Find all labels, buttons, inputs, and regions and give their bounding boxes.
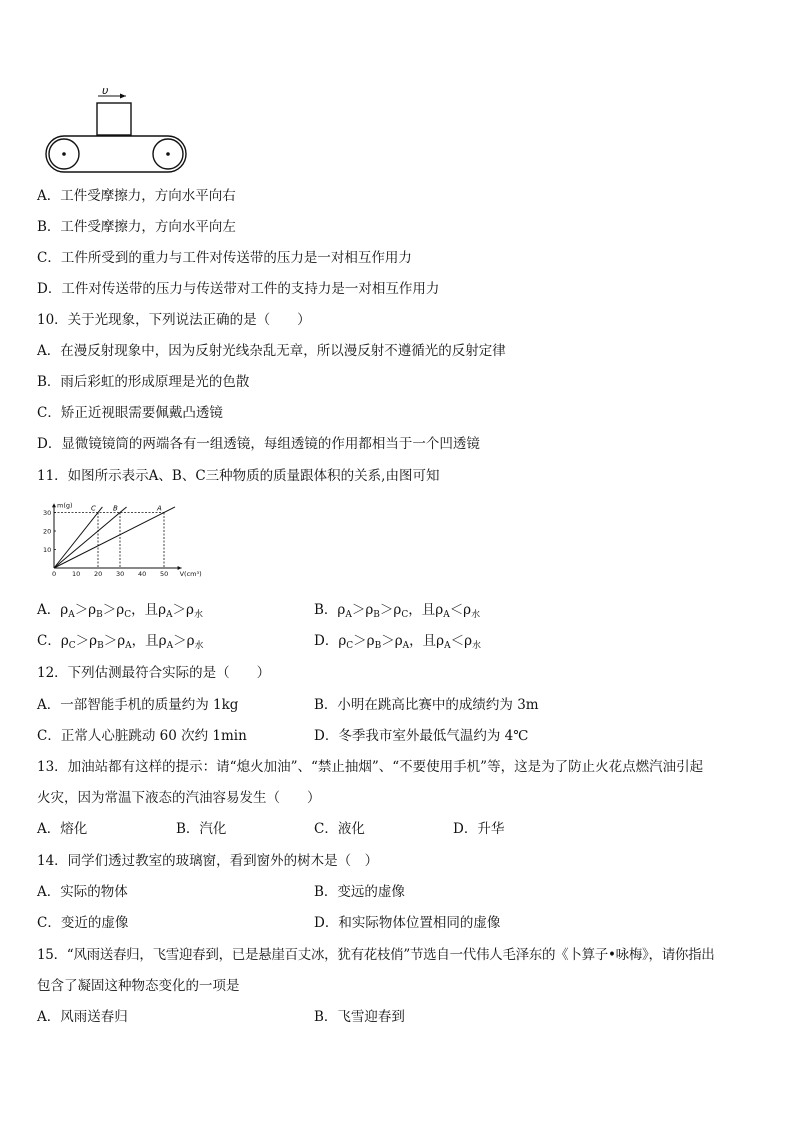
x-axis-label: V(cm³) (179, 570, 202, 578)
x-tick-label: 30 (116, 570, 125, 578)
y-tick-label: 30 (43, 509, 52, 517)
x-tick-label: 10 (72, 570, 81, 578)
q15-option-b: B．飞雪迎春到 (314, 1009, 405, 1025)
conveyor-belt-figure (40, 84, 192, 176)
q9-option-d: D．工件对传送带的压力与传送带对工件的支持力是一对相互作用力 (37, 281, 440, 297)
q13-option-c: C．液化 (314, 821, 365, 837)
q12-option-d: D．冬季我市室外最低气温约为 4℃ (314, 728, 529, 744)
q10-option-b: B．雨后彩虹的形成原理是光的色散 (37, 374, 250, 390)
q11-option-b: B．$\rho_A>\rho_B>\rho_C$，且$\rho_A<\rho_水$ (314, 602, 481, 620)
q14-stem: 14．同学们透过教室的玻璃窗，看到窗外的树木是（ ） (37, 853, 379, 869)
q9-option-b: B．工件受摩擦力，方向水平向左 (37, 219, 236, 235)
q15-stem-line2: 包含了凝固这种物态变化的一项是 (37, 978, 240, 994)
series-label-b: B (113, 504, 118, 513)
mass-volume-chart (38, 496, 210, 582)
q12-stem: 12．下列估测最符合实际的是（ ） (37, 665, 271, 681)
q10-option-d: D．显微镜镜筒的两端各有一组透镜，每组透镜的作用都相当于一个凹透镜 (37, 436, 480, 452)
series-label-c: C (91, 504, 96, 513)
q14-option-c: C．变近的虚像 (37, 915, 129, 931)
q13-option-b: B．汽化 (176, 821, 227, 837)
q13-option-a: A．熔化 (37, 821, 88, 837)
workpiece-block (97, 103, 131, 135)
q14-option-d: D．和实际物体位置相同的虚像 (314, 915, 501, 931)
q13-option-d: D．升华 (453, 821, 505, 837)
x-tick-label: 40 (138, 570, 147, 578)
q10-option-c: C．矫正近视眼需要佩戴凸透镜 (37, 405, 223, 421)
q12-option-b: B．小明在跳高比赛中的成绩约为 3m (314, 697, 539, 713)
q14-option-b: B．变远的虚像 (314, 884, 405, 900)
q14-option-a: A．实际的物体 (37, 884, 128, 900)
q12-option-c: C．正常人心脏跳动 60 次约 1min (37, 728, 247, 744)
q11-option-a: A．$\rho_A>\rho_B>\rho_C$，且$\rho_A>\rho_水$ (37, 602, 203, 620)
q13-stem-line1: 13．加油站都有这样的提示：请“熄火加油”、“禁止抽烟”、“不要使用手机”等，这是为了防止火花点燃汽油引起 (37, 759, 704, 775)
x-tick-label: 20 (94, 570, 103, 578)
q15-stem-line1: 15．“风雨送春归，飞雪迎春到，已是悬崖百丈冰，犹有花枝俏”节选自一代伟人毛泽东的《卜算子•咏梅》，请你指出 (37, 947, 715, 963)
q10-option-a: A．在漫反射现象中，因为反射光线杂乱无章，所以漫反射不遵循光的反射定律 (37, 343, 506, 359)
q10-stem: 10．关于光现象，下列说法正确的是（ ） (37, 312, 311, 328)
x-tick-label: 0 (52, 570, 57, 578)
q9-option-c: C．工件所受到的重力与工件对传送带的压力是一对相互作用力 (37, 250, 412, 266)
q11-option-c: C．$\rho_C>\rho_B>\rho_A$，且$\rho_A>\rho_水$ (37, 633, 204, 651)
q11-stem: 11．如图所示表示A、B、C三种物质的质量跟体积的关系,由图可知 (37, 468, 440, 484)
y-tick-label: 20 (43, 527, 52, 536)
velocity-label: υ (102, 84, 109, 97)
y-tick-label: 10 (43, 546, 52, 554)
y-axis-label: m(g) (57, 501, 73, 510)
q15-option-a: A．风雨送春归 (37, 1009, 128, 1025)
x-tick-label: 50 (160, 570, 169, 578)
y-axis-arrow (52, 503, 56, 507)
q13-stem-line2: 火灾，因为常温下液态的汽油容易发生（ ） (37, 790, 321, 806)
q12-option-a: A．一部智能手机的质量约为 1kg (37, 697, 239, 713)
series-label-a: A (157, 504, 162, 513)
q9-option-a: A．工件受摩擦力，方向水平向右 (37, 188, 236, 204)
q11-option-d: D．$\rho_C>\rho_B>\rho_A$，且$\rho_A<\rho_水$ (314, 633, 482, 651)
